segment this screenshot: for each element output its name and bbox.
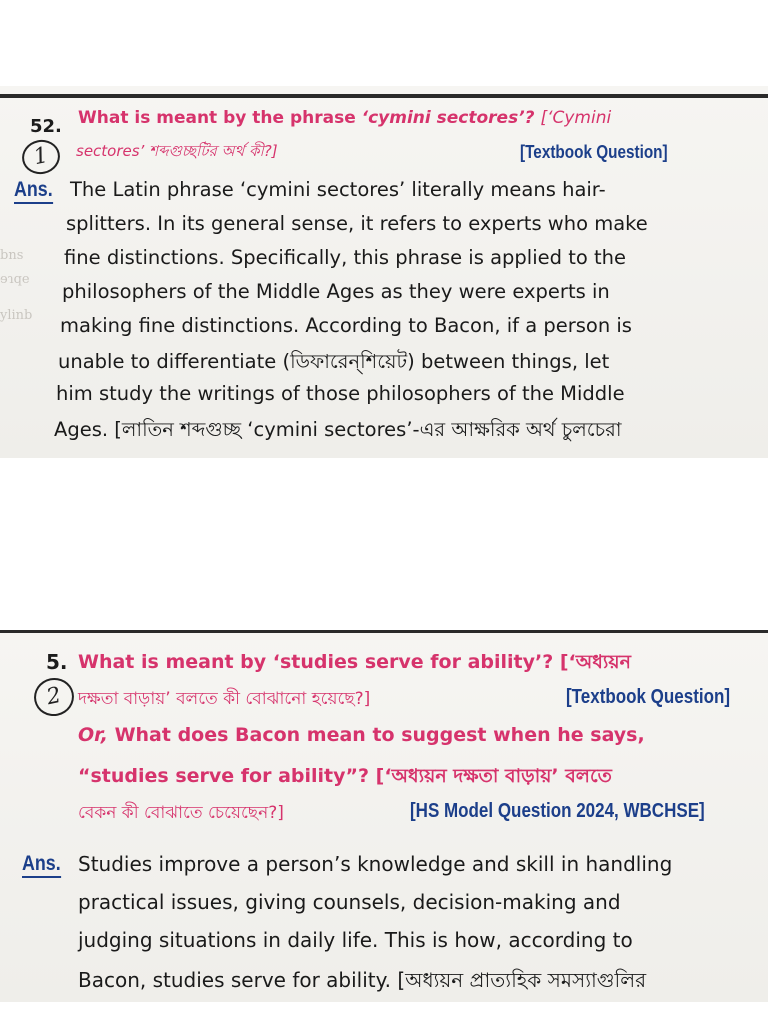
answer-line: unable to differentiate (ডিফারেন্‌শিয়েট) between things, let xyxy=(58,350,610,373)
textbook-question-tag: [Textbook Question] xyxy=(520,142,668,162)
answer-line: Studies improve a person’s knowledge and skill in handling xyxy=(78,852,673,876)
top-divider xyxy=(0,94,768,98)
question-line-2: দক্ষতা বাড়ায়’ বলতে কী বোঝানো হয়েছে?] xyxy=(78,689,371,709)
page-clip-question-5 xyxy=(0,630,768,1002)
question-phrase: ‘cymini sectores’? xyxy=(361,108,541,128)
answer-label: Ans. xyxy=(14,178,53,204)
question-line-4: “studies serve for ability”? [‘অধ্যয়ন দক্ষতা বাড়ায়’ বলতে xyxy=(78,765,612,787)
answer-line: him study the writings of those philosophers of the Middle xyxy=(56,382,625,405)
page-clip-question-52 xyxy=(0,86,768,458)
model-question-tag: [HS Model Question 2024, WBCHSE] xyxy=(410,800,705,822)
question-line-1: What is meant by ‘studies serve for ability’? [‘অধ্যয়ন xyxy=(78,651,631,673)
question-line-2: sectores’ শব্দগুচ্ছটির অর্থ কী?] xyxy=(76,142,278,160)
bleed-through: ɘɿqe xyxy=(0,272,30,287)
answer-line: splitters. In its general sense, it refers to experts who make xyxy=(66,212,648,235)
answer-line: The Latin phrase ‘cymini sectores’ literally means hair- xyxy=(70,178,606,201)
textbook-question-tag: [Textbook Question] xyxy=(566,686,731,708)
answer-line: judging situations in daily life. This is how, according to xyxy=(78,928,633,952)
question-text: What is meant by the phrase xyxy=(78,108,362,128)
question-line-3 xyxy=(78,724,645,746)
question-number: 52. xyxy=(30,116,62,137)
answer-line: Ages. [লাতিন শব্দগুচ্ছ ‘cymini sectores’-এর আক্ষরিক অর্থ চুলচেরা xyxy=(54,418,622,441)
question-circle-mark: 2 xyxy=(30,674,77,719)
bleed-through: bns xyxy=(0,248,24,263)
question-line-5: বেকন কী বোঝাতে চেয়েছেন?] xyxy=(78,803,284,823)
answer-line: philosophers of the Middle Ages as they were experts in xyxy=(62,280,610,303)
or-label: Or, xyxy=(78,724,108,746)
answer-line: practical issues, giving counsels, decision-making and xyxy=(78,890,621,914)
question-bengali-start: [‘Cymini xyxy=(540,108,612,128)
question-number: 5. xyxy=(46,650,68,674)
question-circle-mark: 1 xyxy=(19,136,63,177)
top-divider xyxy=(0,630,768,633)
answer-label: Ans. xyxy=(22,852,61,878)
answer-line: fine distinctions. Specifically, this phrase is applied to the xyxy=(64,246,626,269)
answer-line: Bacon, studies serve for ability. [অধ্যয়ন প্রাত্যহিক সমস্যাগুলির xyxy=(78,968,647,992)
bleed-through: ylinb xyxy=(0,308,33,323)
question-text: What does Bacon mean to suggest when he says, xyxy=(107,724,645,746)
question-line-1 xyxy=(78,108,611,128)
answer-line: making fine distinctions. According to Bacon, if a person is xyxy=(60,314,632,337)
